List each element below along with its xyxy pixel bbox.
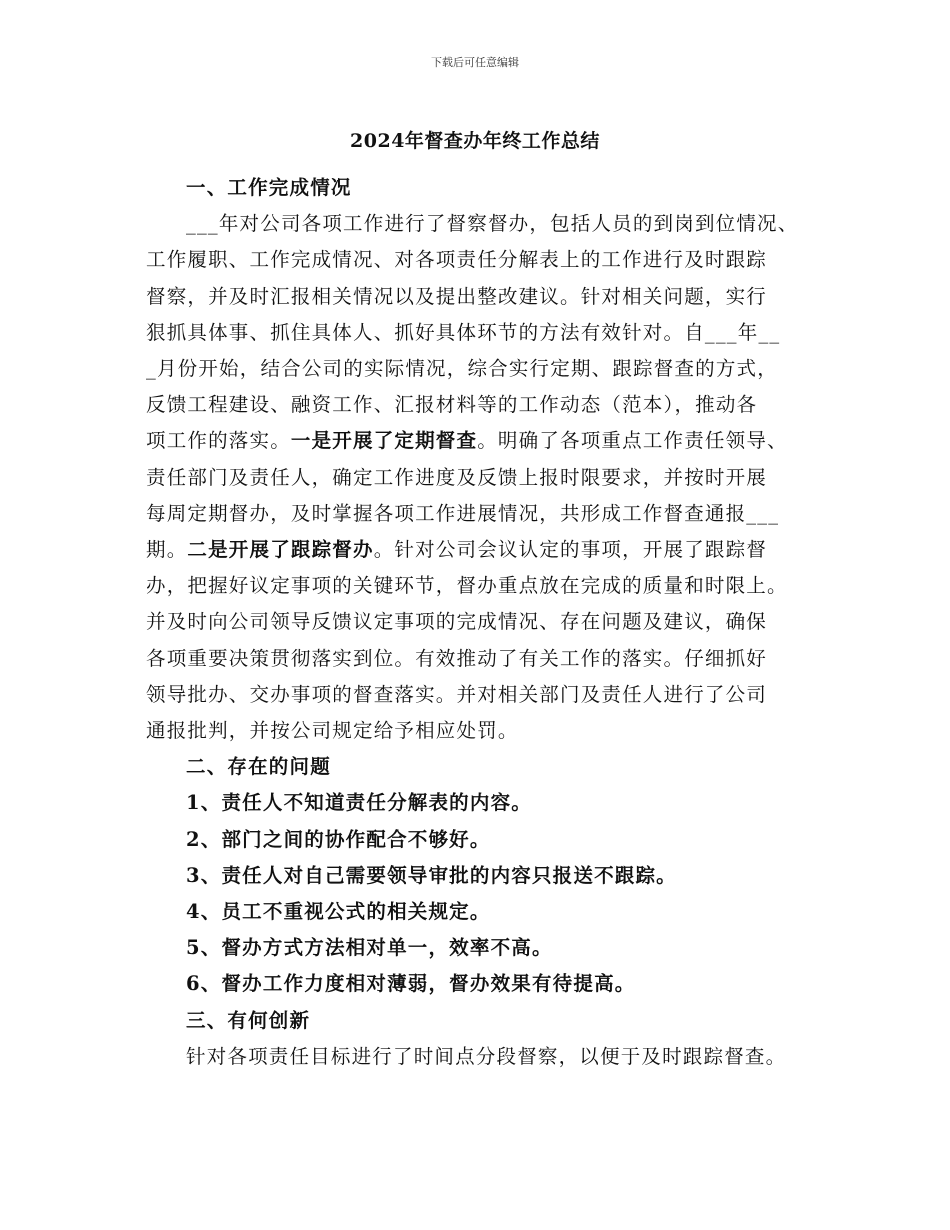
paragraph-line: _月份开始，结合公司的实际情况，综合实行定期、跟踪督查的方式， bbox=[146, 357, 778, 381]
header-note: 下载后可任意编辑 bbox=[431, 56, 519, 69]
list-item: 4、员工不重视公式的相关规定。 bbox=[186, 900, 491, 924]
list-item: 2、部门之间的协作配合不够好。 bbox=[186, 827, 491, 851]
paragraph-innovation: 针对各项责任目标进行了时间点分段督察，以便于及时跟踪督查。 bbox=[186, 1044, 787, 1068]
text-run: 项工作的落实。 bbox=[146, 429, 291, 453]
document-title: 2024年督查办年终工作总结 bbox=[350, 130, 600, 152]
paragraph-line: 反馈工程建设、融资工作、汇报材料等的工作动态（范本），推动各 bbox=[146, 393, 758, 417]
paragraph-line: 责任部门及责任人，确定工作进度及反馈上报时限要求，并按时开展 bbox=[146, 465, 768, 489]
text-run: 期。 bbox=[146, 538, 188, 562]
paragraph-line: 每周定期督办，及时掌握各项工作进展情况，共形成工作督查通报___ bbox=[146, 501, 780, 525]
paragraph-line: 办，把握好议定事项的关键环节，督办重点放在完成的质量和时限上。 bbox=[146, 574, 788, 598]
paragraph-line: 各项重要决策贯彻落实到位。有效推动了有关工作的落实。仔细抓好 bbox=[146, 646, 768, 670]
paragraph-work-completion bbox=[146, 206, 826, 749]
list-item: 1、责任人不知道责任分解表的内容。 bbox=[186, 791, 532, 815]
document-body bbox=[146, 170, 826, 1075]
paragraph-line: 并及时向公司领导反馈议定事项的完成情况、存在问题及建议，确保 bbox=[146, 610, 768, 634]
emphasis-periodic-supervision: 一是开展了定期督查 bbox=[290, 429, 478, 453]
paragraph-line: 狠抓具体事、抓住具体人、抓好具体环节的方法有效针对。自___年__ bbox=[146, 320, 781, 344]
paragraph-line: ___年对公司各项工作进行了督察督办，包括人员的到岗到位情况、 bbox=[186, 212, 799, 236]
paragraph-line: 领导批办、交办事项的督查落实。并对相关部门及责任人进行了公司 bbox=[146, 682, 768, 706]
text-run: 。针对公司会议认定的事项，开展了跟踪督 bbox=[373, 538, 768, 562]
list-item: 3、责任人对自己需要领导审批的内容只报送不跟踪。 bbox=[186, 863, 677, 887]
paragraph-line bbox=[146, 532, 826, 568]
emphasis-tracking-supervision: 二是开展了跟踪督办 bbox=[187, 538, 374, 562]
paragraph-line bbox=[146, 423, 826, 459]
paragraph-line: 督察，并及时汇报相关情况以及提出整改建议。针对相关问题，实行 bbox=[146, 284, 768, 308]
list-item: 5、督办方式方法相对单一，效率不高。 bbox=[186, 936, 553, 960]
paragraph-line: 工作履职、工作完成情况、对各项责任分解表上的工作进行及时跟踪 bbox=[146, 248, 768, 272]
text-run: 。明确了各项重点工作责任领导、 bbox=[477, 429, 788, 453]
issues-list bbox=[146, 785, 826, 1002]
section-heading-2: 二、存在的问题 bbox=[186, 755, 331, 779]
list-item: 6、督办工作力度相对薄弱，督办效果有待提高。 bbox=[186, 972, 636, 996]
paragraph-line: 通报批判，并按公司规定给予相应处罚。 bbox=[146, 719, 519, 743]
section-heading-1: 一、工作完成情况 bbox=[186, 176, 352, 199]
section-heading-3: 三、有何创新 bbox=[186, 1008, 311, 1032]
